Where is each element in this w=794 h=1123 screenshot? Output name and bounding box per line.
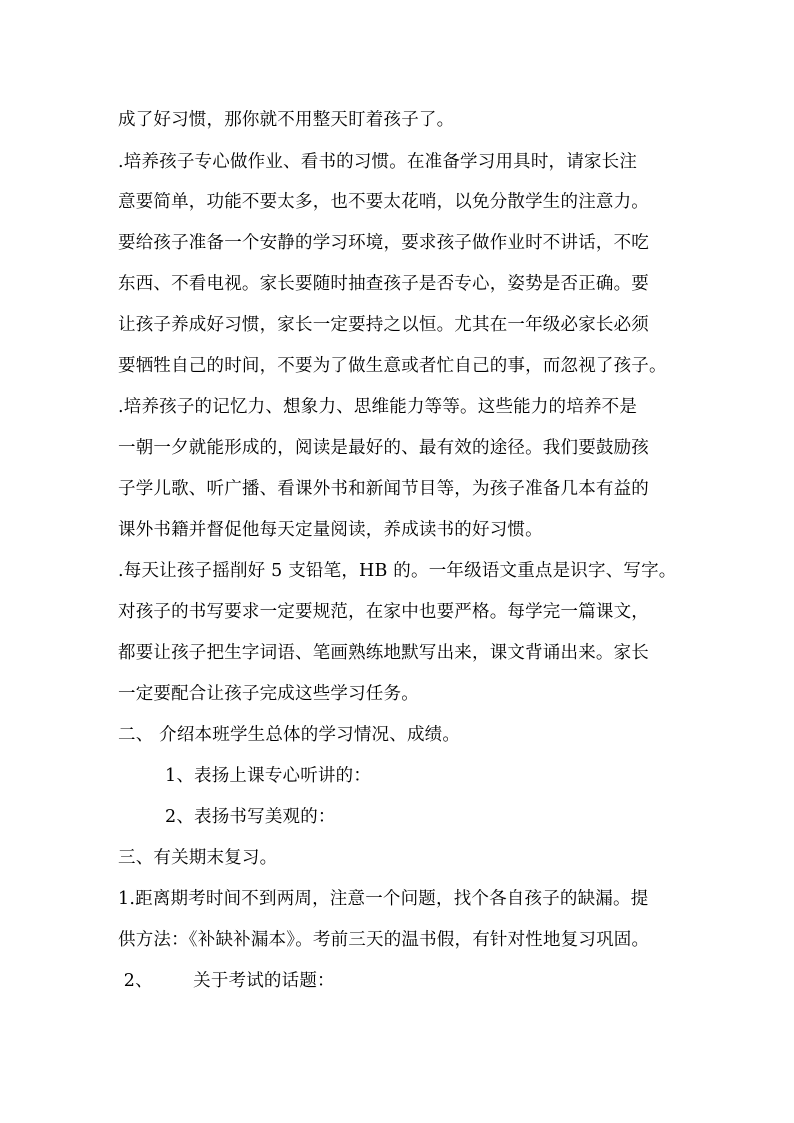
text-line: 成了好习惯，那你就不用整天盯着孩子了。 <box>118 110 455 130</box>
text-line: 供方法：《补缺补漏本》。考前三天的温书假，有针对性地复习巩固。 <box>118 930 650 950</box>
text-line: 对孩子的书写要求一定要规范，在家中也要严格。每学完一篇课文， <box>118 602 649 622</box>
text-line: 一朝一夕就能形成的，阅读是最好的、最有效的途径。我们要鼓励孩 <box>118 438 649 458</box>
text-line: 一定要配合让孩子完成这些学习任务。 <box>118 684 419 704</box>
text-line: .每天让孩子摇削好 5 支铅笔，HB 的。一年级语文重点是识字、写字。 <box>118 561 677 581</box>
text-line: 让孩子养成好习惯，家长一定要持之以恒。尤其在一年级必家长必须 <box>118 315 649 335</box>
text-line: 课外书籍并督促他每天定量阅读，养成读书的好习惯。 <box>118 520 543 540</box>
text-line: 东西、不看电视。家长要随时抽查孩子是否专心，姿势是否正确。要 <box>118 274 649 294</box>
text-line: 意要简单，功能不要太多，也不要太花哨，以免分散学生的注意力。 <box>118 192 649 212</box>
text-line: 要牺牲自己的时间，不要为了做生意或者忙自己的事，而忽视了孩子。 <box>118 356 667 376</box>
list-item: 2、 关于考试的话题： <box>118 971 335 991</box>
text-line: .培养孩子专心做作业、看书的习惯。在准备学习用具时，请家长注 <box>118 152 638 172</box>
text-line: 1.距离期考时间不到两周，注意一个问题，找个各自孩子的缺漏。提 <box>118 889 649 909</box>
section-heading: 二、 介绍本班学生总体的学习情况、成绩。 <box>118 725 461 745</box>
list-item: 1、表扬上课专心听讲的： <box>165 766 372 786</box>
text-line: .培养孩子的记忆力、想象力、思维能力等等。这些能力的培养不是 <box>118 397 638 417</box>
section-heading: 三、有关期末复习。 <box>118 848 278 868</box>
text-line: 都要让孩子把生字词语、笔画熟练地默写出来，课文背诵出来。家长 <box>118 643 649 663</box>
list-item: 2、表扬书写美观的： <box>165 807 336 827</box>
text-line: 子学儿歌、听广播、看课外书和新闻节目等，为孩子准备几本有益的 <box>118 479 649 499</box>
text-line: 要给孩子准备一个安静的学习环境，要求孩子做作业时不讲话，不吃 <box>118 233 649 253</box>
